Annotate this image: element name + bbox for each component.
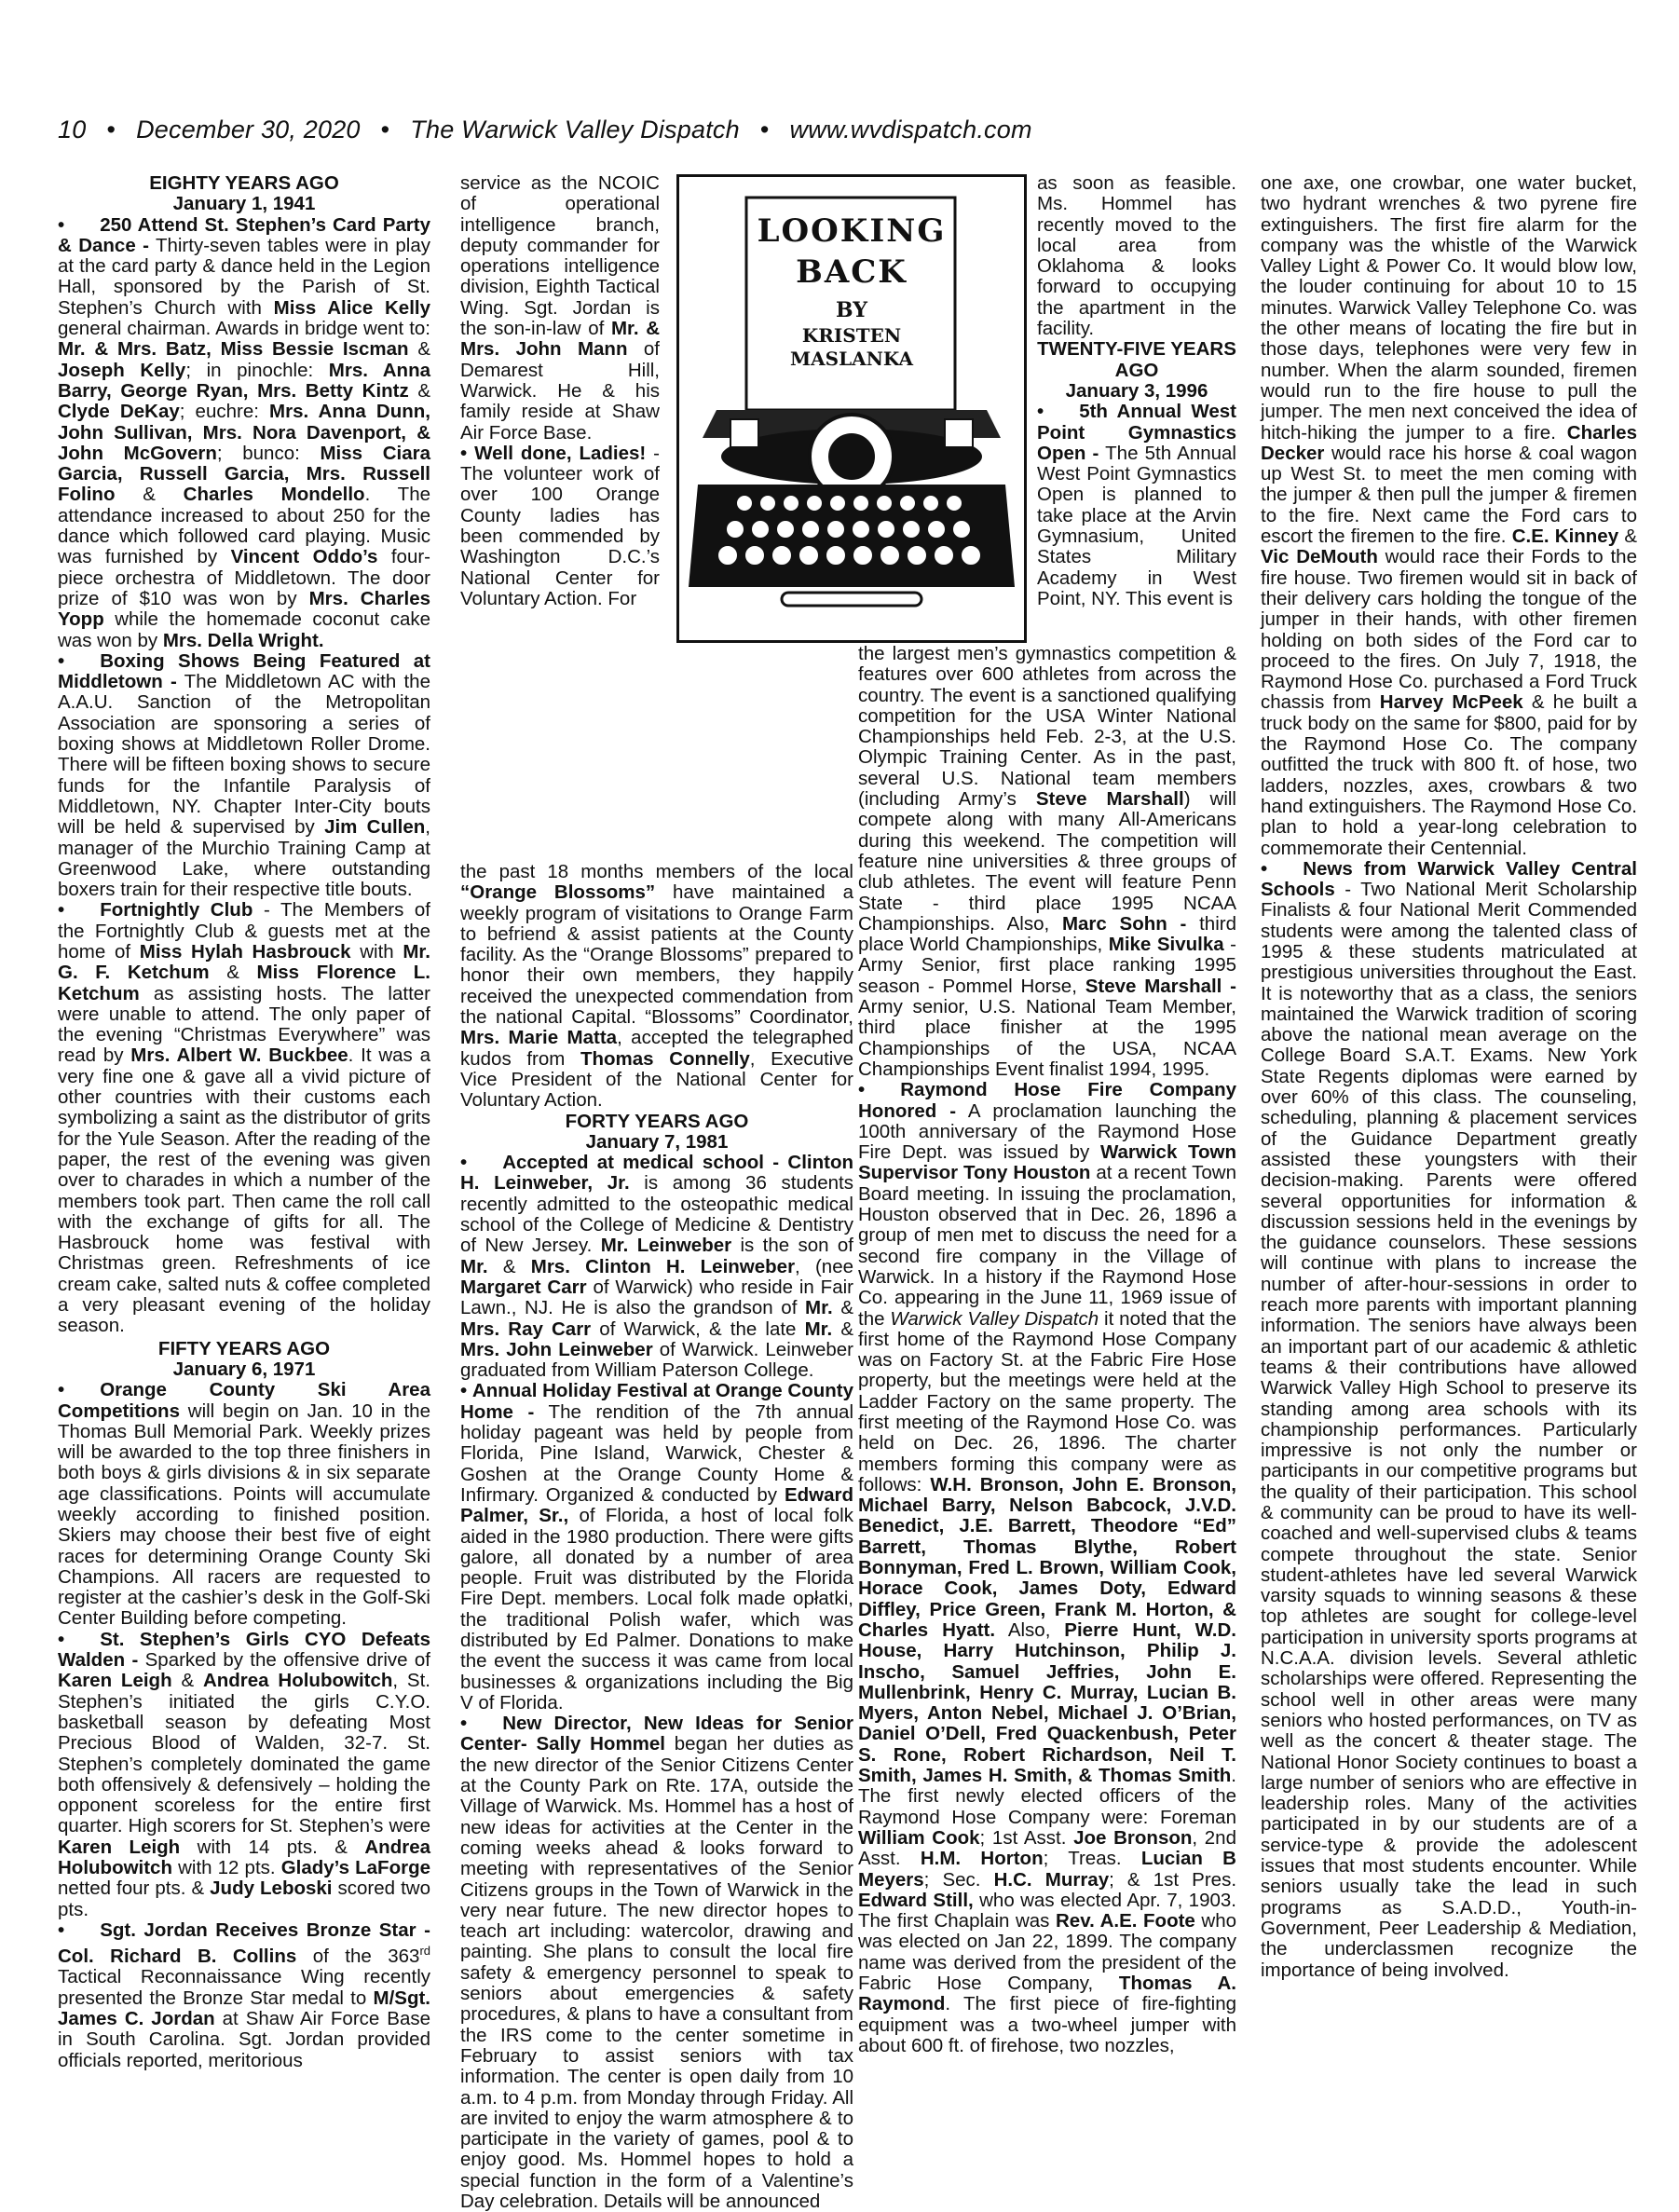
- column-2-top: [460, 173, 660, 609]
- section-date: January 3, 1996: [1065, 379, 1208, 402]
- article-ski-competitions: • Orange County Ski Area Competitions will begin on Jan. 10 in the Thomas Bull Memorial Park. Weekly prizes will be awarded to the top three finishers in both boys & girls divisions & in six separate age classifications. Points will accumulate weekly according to finished position. Skiers may choose their best five of eight races for determining Orange County Ski Champions. All racers are requested to register at the cashier’s desk in the Golf-Ski Center Building before competing.: [58, 1379, 430, 1630]
- section-heading: TWENTY-FIVE YEARS AGO: [1037, 338, 1236, 381]
- article-boxing-shows: • Boxing Shows Being Featured at Middletown - The Middletown AC with the A.A.U. Sanction of the Metropolitan Association are sponsoring a series of boxing shows at Middletown Roller Drome. There will be fifteen boxing shows to secure funds for the Infantile Paralysis of Middletown, NY. Chapter Inter-City bouts will be held & supervised by Jim Cullen, manager of the Murchio Training Camp at Greenwood Lake, where outstanding boxers train for their respective title bouts.: [58, 649, 430, 901]
- logo-by: BY: [836, 298, 867, 322]
- header-separator: •: [380, 116, 390, 143]
- article-bronze-star: • Sgt. Jordan Receives Bronze Star - Col. Richard B. Collins of the 363rd Tactical Reconnaissance Wing recently presented the Bronze Star medal to M/Sgt. James C. Jordan at Shaw Air Force Base in South Carolina. Sgt. Jordan provided officials reported, meritorious: [58, 1918, 431, 2071]
- article-medical-school: • Accepted at medical school - Clinton H. Leinweber, Jr. is among 36 students recently admitted to the osteopathic medical school of the College of Medicine & Dentistry of New Jersey. Mr. Leinweber is the son of Mr. & Mrs. Clinton H. Leinweber, (nee Margaret Carr of Warwick) who reside in Fair Lawn., NJ. He is also the grandson of Mr. & Mrs. Ray Carr of Warwick, & the late Mr. & Mrs. John Leinweber of Warwick. Leinweber graduated from William Paterson College.: [460, 1152, 853, 1382]
- header-separator: •: [759, 116, 770, 143]
- article-gymnastics-open-cont: the largest men’s gymnastics competition & features over 600 athletes from across the country. The event is a sanctioned qualifying competition for the USA Winter National Championships held Feb. 2-3, at the U.S. Olympic Training Center. As in the past, several U.S. National team members (including Army’s Steve Marshall) will compete along with many All-Americans during this weekend. The competition will feature nine universities & three groups of club athletes. The event will feature Penn State - third place 1995 NCAA Championships. Also, Marc Sohn - third place World Championships, Mike Sivulka - Army Senior, first place ranking 1995 season - Pommel Horse, Steve Marshall - Army senior, U.S. National Team Member, third place finisher at the 1995 Championships of the USA, NCAA Championships Event finalist 1994, 1995.: [858, 643, 1237, 1080]
- page-header: [58, 116, 1642, 144]
- publication-name: The Warwick Valley Dispatch: [410, 116, 740, 143]
- logo-title-line1: LOOKING: [757, 212, 947, 250]
- section-heading: EIGHTY YEARS AGO: [149, 172, 339, 194]
- logo-title-line2: BACK: [796, 253, 908, 291]
- column-3-bottom: [858, 644, 1236, 2056]
- website-url[interactable]: www.wvdispatch.com: [789, 116, 1032, 143]
- looking-back-logo: [676, 174, 1027, 643]
- column-1: [58, 173, 430, 2071]
- article-raymond-hose: • Raymond Hose Fire Company Honored - A proclamation launching the 100th anniversary of the Raymond Hose Fire Dept. was issued by Warwick Town Supervisor Tony Houston at a recent Town Board meeting. In issuing the proclamation, Houston observed that in Dec. 26, 1896 a group of men met to discuss the need for a second fire company in the Village of Warwick. In a history if the Raymond Hose Co. appearing in the June 11, 1969 issue of the Warwick Valley Dispatch it noted that the first home of the Raymond Hose Company was on Factory St. at the Fabric Fire Hose property, but the meetings were held at the Ladder Factory on the same property. The first meeting of the Raymond Hose Co. was held on Dec. 26, 1896. The charter members forming this company were as follows: W.H. Bronson, John E. Bronson, Michael Barry, Nelson Babcock, J.V.D. Benedict, J.E. Barrett, Theodore “Ed” Barrett, Thomas Blythe, Robert Bonnyman, Fred L. Brown, William Cook, Horace Cook, James Doty, Edward Diffley, Price Green, Frank M. Horton, & Charles Hyatt. Also, Pierre Hunt, W.D. House, Harry Hutchinson, Philip J. Inscho, Samuel Jeffries, John E. Mullenbrink, Henry C. Murray, Lucian B. Myers, Anton Nebel, Michael J. O’Brian, Daniel O’Dell, Fred Quackenbush, Peter S. Rone, Robert Richardson, Neil T. Smith, James H. Smith, & Thomas Smith. The first newly elected officers of the Raymond Hose Company were: Foreman William Cook; 1st Asst. Joe Bronson, 2nd Asst. H.M. Horton; Treas. Lucian B Meyers; Sec. H.C. Murray; & 1st Pres. Edward Still, who was elected Apr. 7, 1903. The first Chaplain was Rev. A.E. Foote who was elected on Jan 22, 1899. The company name was derived from the president of the Fabric Hose Company, Thomas A. Raymond. The first piece of fire-fighting equipment was a two-wheel jumper with about 600 ft. of firehose, two nozzles,: [858, 1079, 1237, 2056]
- header-separator: •: [106, 116, 116, 143]
- article-well-done-ladies-cont: the past 18 months members of the local “Orange Blossoms” have maintained a weekly program of visitations to Orange Farm to befriend & assist patients at the County facility. As the “Orange Blossoms” prepared to honor their own members, they happily received the unexpected commendation from the national Capital. “Blossoms” Coordinator, Mrs. Marie Matta, accepted the telegraphed kudos from Thomas Connelly, Executive Vice President of the National Center for Voluntary Action.: [460, 861, 853, 1112]
- article-fortnightly-club: • Fortnightly Club - The Members of the Fortnightly Club & guests met at the home of Miss Hylah Hasbrouck with Mr. G. F. Ketchum & Miss Florence L. Ketchum as assisting hosts. The latter were unable to attend. The only paper of the evening “Christmas Everywhere” was read by Mrs. Albert W. Buckbee. It was a very fine one & gave all a vivid picture of other countries with their customs each symbolizing a saint as the distributor of grits for the Yule Season. After the reading of the paper, the rest of the evening was given over to charades in which a number of the members took part. Then came the roll call with the exchange of gifts for all. The Hasbrouck home was festival with Christmas green. Refreshments of ice cream cake, salted nuts & coffee completed a very pleasant evening of the holiday season.: [58, 899, 431, 1337]
- article-bronze-star-cont: service as the NCOIC of operational intelligence branch, deputy commander for operations intelligence division, Eighth Tactical Wing. Sgt. Jordan is the son-in-law of Mr. & Mrs. John Mann of Demarest Hill, Warwick. He & his family reside at Shaw Air Force Base.: [460, 172, 660, 444]
- logo-author-first: KRISTEN: [801, 324, 902, 347]
- section-date: January 1, 1941: [172, 193, 316, 215]
- column-2-bottom: [460, 862, 853, 2212]
- section-date: January 6, 1971: [172, 1358, 316, 1380]
- article-central-schools: • News from Warwick Valley Central Schools - Two National Merit Scholarship Finalists & four National Merit Commended students were among the talented class of 1995 & these students matriculated at prestigious universities throughout the East. It is noteworthy that as a class, the seniors maintained the Warwick tradition of scoring above the national mean average on the College Board S.A.T. Exams. New York State Regents diplomas were earned by over 60% of this class. The counseling, scheduling, planning & placement services of the Guidance Department greatly assisted these youngsters with their decision-making. Parents were offered several opportunities for information & discussion sessions held in the evenings by the guidance counselors. These sessions will continue with plans to increase the number of after-hour-sessions in order to reach more parents with important planning information. The seniors have always been an important part of our academic & athletic teams & their contributions have allowed Warwick Valley High School to preserve its standing among area schools with its championship performances. Particularly impressive is not only the number or participants in our competitive programs but the quality of their participation. This school & community can be proud to have its well-coached and well-supervised clubs & teams compete throughout the state. Senior student-athletes have led several Warwick varsity squads to winning seasons & these top athletes are sought for college-level participation in university sports programs at N.C.A.A. division levels. Several athletic scholarships were offered. Representing the school well in other areas were many seniors who hosted performances, on TV as well as the concert & theater stage. The National Honor Society continues to boast a large number of seniors who are effective in leadership roles. Many of the activities participated in by our students are of a service-type & provide the adolescent issues that most students encounter. While seniors usually take the lead in such programs as S.A.D.D., Youth-in-Government, Peer Leadership & Mediation, the underclassmen recognize the importance of being involved.: [1261, 857, 1637, 1981]
- column-4: [1261, 173, 1637, 1981]
- article-holiday-festival: • Annual Holiday Festival at Orange County Home - The rendition of the 7th annual holiday pageant was held by people from Florida, Pine Island, Warwick, Chester & Goshen at the Orange County Home & Infirmary. Organized & conducted by Edward Palmer, Sr., of Florida, a host of local folk aided in the 1980 production. There were gifts galore, all donated by a number of area people. Fruit was distributed by the Florida Fire Dept. members. Local folk made opłatki, the traditional Polish wafer, which was distributed by Ed Palmer. Donations to make the event the success it was came from local businesses & organizations including the Big V of Florida.: [460, 1380, 853, 1714]
- section-heading: FIFTY YEARS AGO: [157, 1337, 331, 1359]
- article-card-party: • 250 Attend St. Stephen’s Card Party & Dance - Thirty-seven tables were in play at the card party & dance held in the Legion Hall, sponsored by the Parish of St. Stephen’s Church with Miss Alice Kelly general chairman. Awards in bridge went to: Mr. & Mrs. Batz, Miss Bessie Iscman & Joseph Kelly; in pinochle: Mrs. Anna Barry, George Ryan, Mrs. Betty Kintz & Clyde DeKay; euchre: Mrs. Anna Dunn, John Sullivan, Mrs. Nora Davenport, & John McGovern; bunco: Miss Ciara Garcia, Russell Garcia, Mrs. Russell Folino & Charles Mondello. The attendance increased to about 250 for the dance which followed card playing. Music was furnished by Vincent Oddo’s four-piece orchestra of Middletown. The door prize of $10 was won by Mrs. Charles Yopp while the homemade coconut cake was won by Mrs. Della Wright.: [58, 213, 431, 651]
- logo-author-last: MASLANKA: [789, 348, 914, 370]
- article-raymond-hose-cont: one axe, one crowbar, one water bucket, two hydrant wrenches & two pyrene fire extinguishers. The first fire alarm for the company was the whistle of the Warwick Valley Light & Power Co. It would blow low, the louder continuing for about 10 to 15 minutes. Warwick Valley Telephone Co. was the other means of locating the fire but in those days, telephones were very few in number. When the alarm sounded, firemen would run to the fire house to pull the jumper. The men next conceived the idea of hitch-hiking the jumper to a fire. Charles Decker would race his horse & coal wagon up West St. to meet the men coming with the jumper & then pull the jumper & firemen to the fire. Next came the Ford cars to escort the firemen to the fire. C.E. Kinney & Vic DeMouth would race their Fords to the fire house. Two firemen would sit in back of their delivery cars holding the tongue of the jumper in their hands, with other firemen holding on both sides of the Ford car to proceed to the fires. On July 7, 1918, the Raymond Hose Co. purchased a Ford Truck chassis from Harvey McPeek & he built a truck body on the same for $800, paid for by the Raymond Hose Co. The company outfitted the truck with 800 ft. of hose, two ladders, nozzles, axes, crowbars & two hand extinguishers. The Raymond Hose Co. plan to hold a year-long celebration to commemorate their Centennial.: [1261, 172, 1638, 859]
- article-senior-center: • New Director, New Ideas for Senior Center- Sally Hommel began her duties as the new director of the Senior Citizens Center at the County Park on Rte. 17A, outside the Village of Warwick. Ms. Hommel has a host of new ideas for activities at the Center in the coming weeks ahead & looks forward to meeting with representatives of the Senior Citizens groups in the Town of Warwick in the very near future. The new director hopes to teach art including: watercolor, drawing and painting. She plans to consult the local fire safety & emergency personnel to speak to seniors about emergencies & safety procedures, & plans to have a consultant from the IRS come to the center sometime in February to assist seniors with tax information. The center is open daily from 10 a.m. to 4 p.m. from Monday through Friday. All are invited to enjoy the warm atmosphere & to participate in the variety of games, pool & to enjoy good. Ms. Hommel hopes to hold a special function in the form of a Valentine’s Day celebration. Details will be announced: [460, 1713, 853, 2212]
- article-gymnastics-open: • 5th Annual West Point Gymnastics Open - The 5th Annual West Point Gymnastics Open is planned to take place at the Arvin Gymnasium, United States Military Academy in West Point, NY. This event is: [1037, 401, 1236, 609]
- section-date: January 7, 1981: [585, 1130, 729, 1153]
- article-senior-center-cont: as soon as feasible. Ms. Hommel has recently moved to the local area from Oklahoma & looks forward to occupying the apartment in the facility.: [1037, 172, 1236, 340]
- page-number: 10: [58, 116, 87, 143]
- article-well-done-ladies: • Well done, Ladies! - The volunteer work of over 100 Orange County ladies has been commended by Washington D.C.’s National Center for Voluntary Action. For: [460, 442, 660, 609]
- issue-date: December 30, 2020: [136, 116, 361, 143]
- article-cyo-basketball: • St. Stephen’s Girls CYO Defeats Walden - Sparked by the offensive drive of Karen Leigh & Andrea Holubowitch, St. Stephen’s initiated the girls C.Y.O. basketball season by defeating Most Precious Blood of Walden, 32-7. St. Stephen’s completely dominated the game both offensively & defensively – holding the opponent scoreless for the entire first quarter. High scorers for St. Stephen’s were Karen Leigh with 14 pts. & Andrea Holubowitch with 12 pts. Glady’s LaForge netted four pts. & Judy Leboski scored two pts.: [58, 1628, 431, 1920]
- column-3-top: [1037, 173, 1236, 609]
- section-heading: FORTY YEARS AGO: [565, 1110, 749, 1132]
